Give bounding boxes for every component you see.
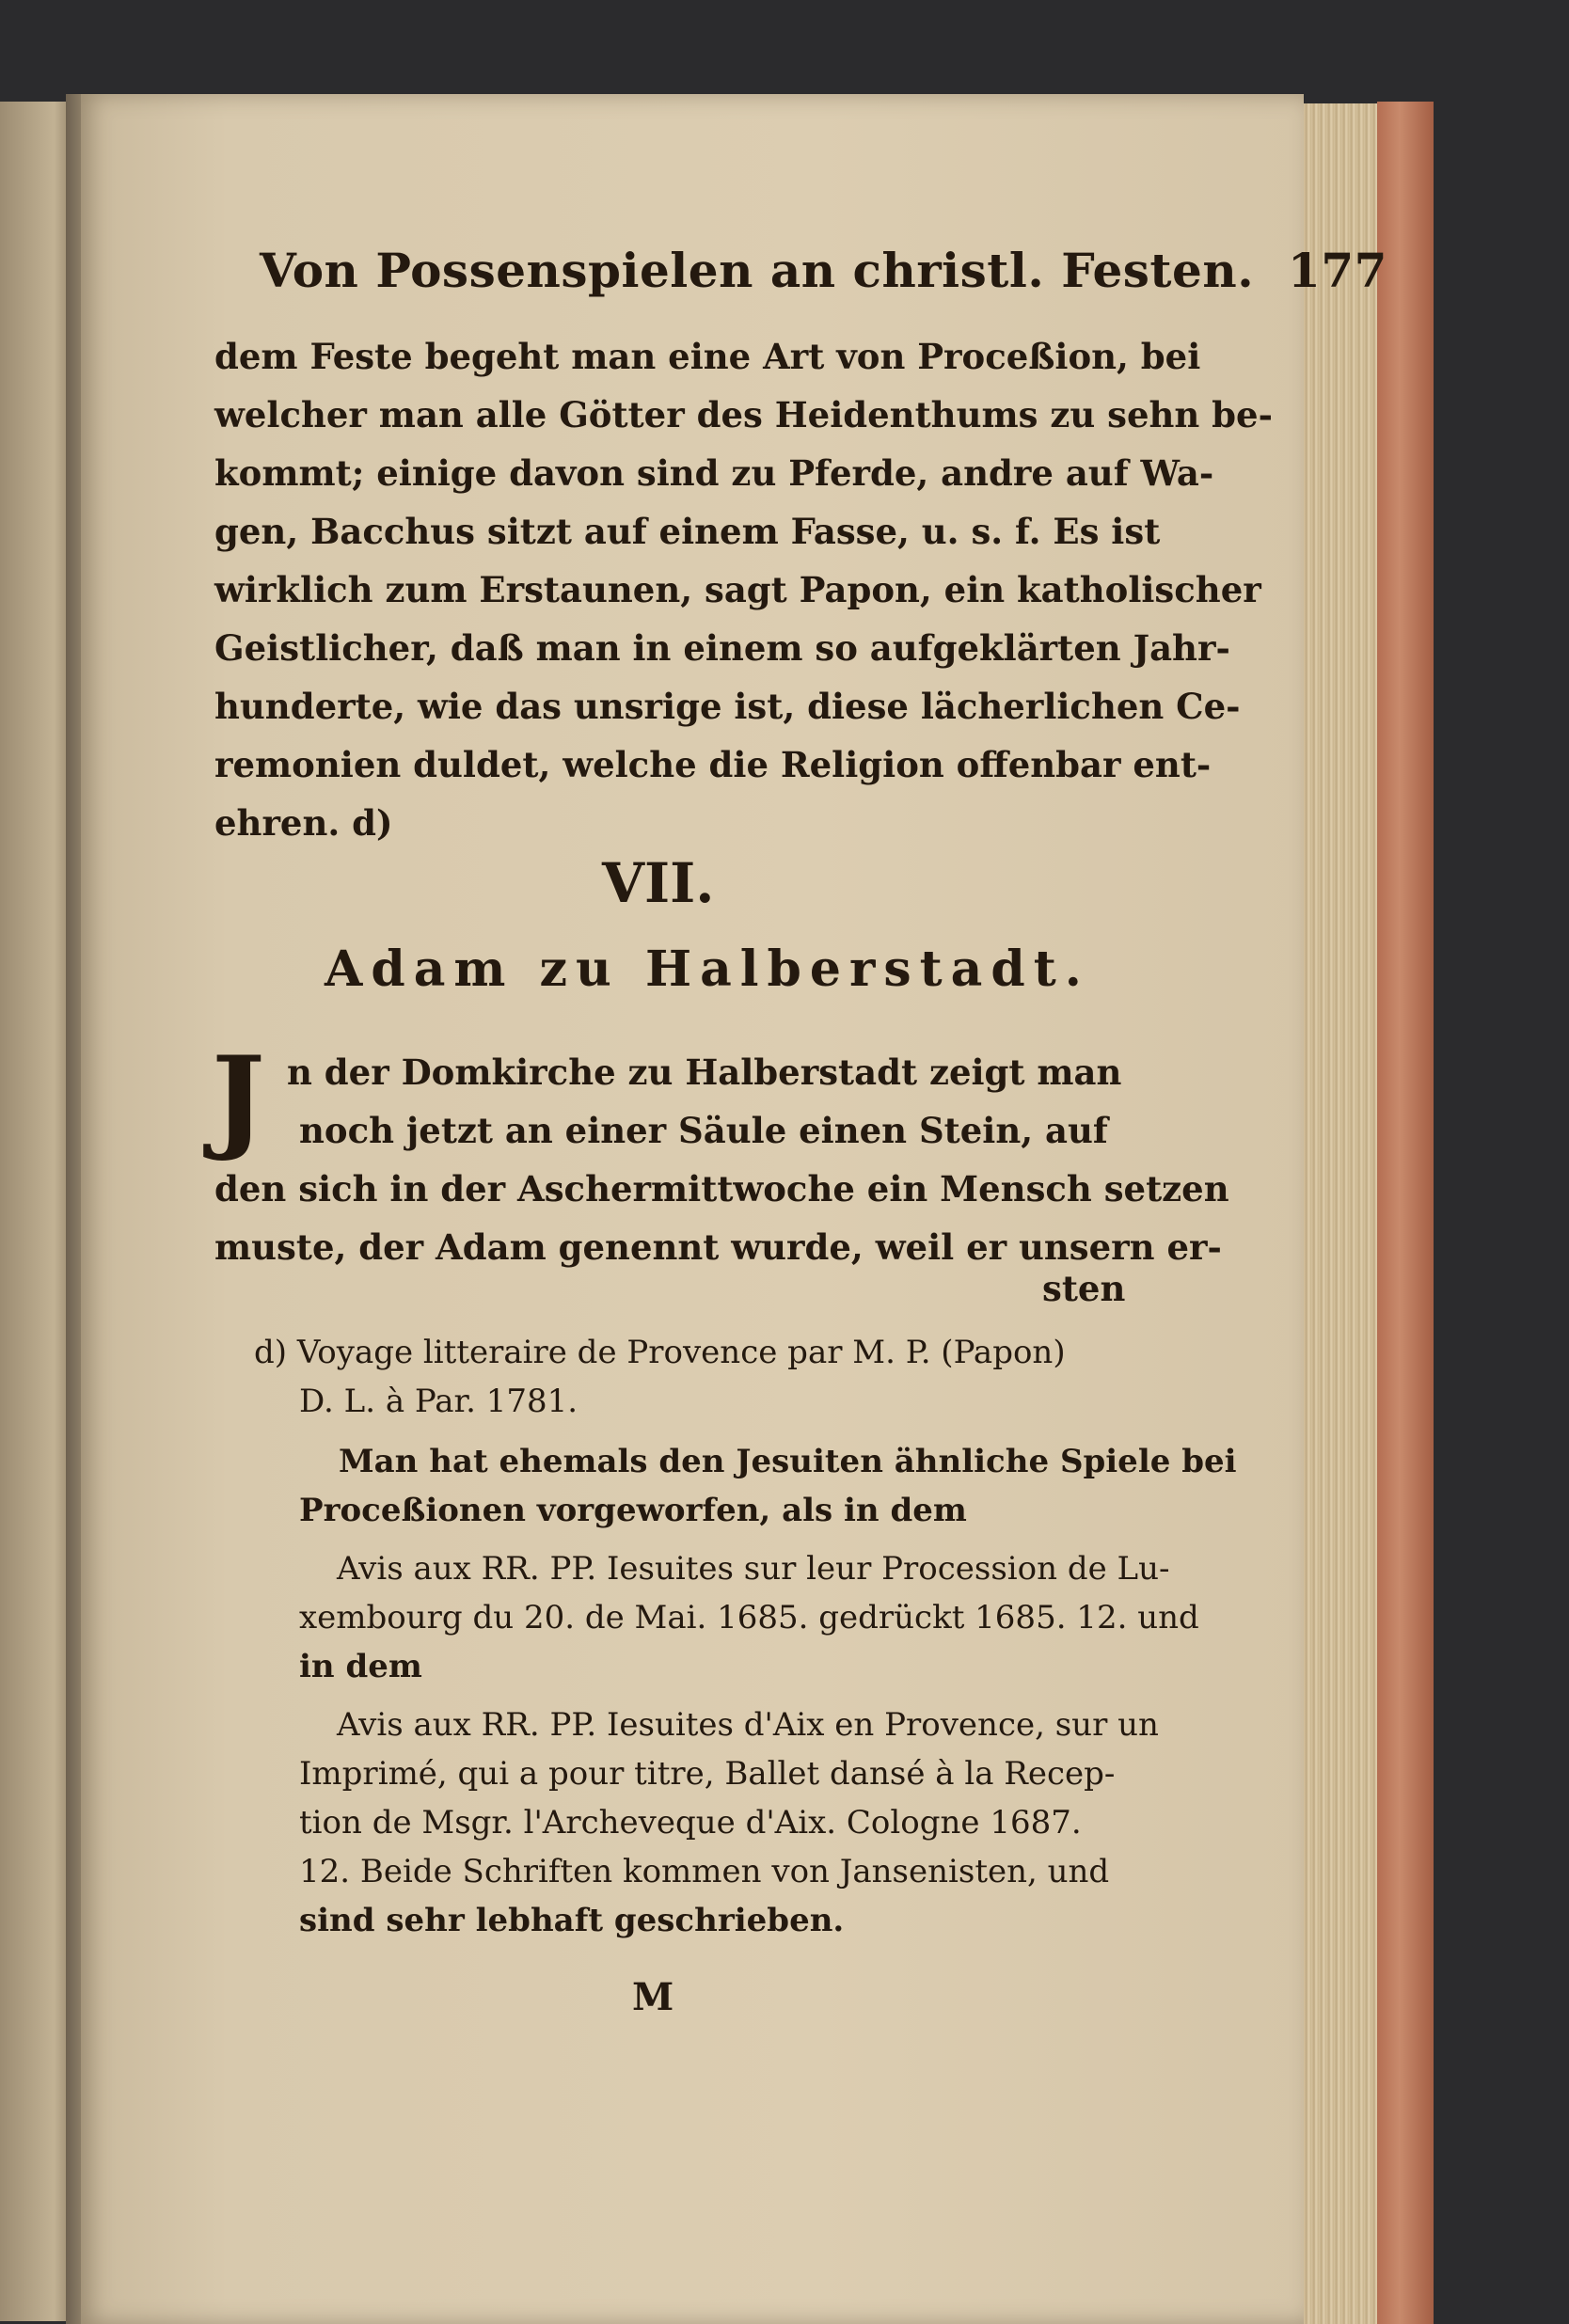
body-line: kommt; einige davon sind zu Pferde, andre auf Wa- bbox=[214, 452, 1214, 494]
body-line: muste, der Adam genennt wurde, weil er unsern er- bbox=[214, 1226, 1222, 1268]
section-number: VII. bbox=[602, 851, 715, 915]
body-line: Geistlicher, daß man in einem so aufgeklärten Jahr- bbox=[214, 627, 1230, 669]
footnote-line: in dem bbox=[299, 1648, 422, 1685]
body-line: den sich in der Aschermittwoche ein Mensch setzen bbox=[214, 1168, 1229, 1209]
footnote-line: Man hat ehemals den Jesuiten ähnliche Spiele bei bbox=[339, 1443, 1237, 1480]
body-line: remonien duldet, welche die Religion offenbar ent- bbox=[214, 744, 1212, 785]
footnote-line: D. L. à Par. 1781. bbox=[299, 1383, 578, 1420]
footnote-line: Avis aux RR. PP. Iesuites sur leur Procession de Lu- bbox=[337, 1550, 1170, 1588]
footnote-line: xembourg du 20. de Mai. 1685. gedrückt 1685. 12. und bbox=[299, 1599, 1199, 1636]
signature-mark: M bbox=[632, 1975, 674, 2019]
catchword: sten bbox=[1042, 1268, 1126, 1309]
body-line: wirklich zum Erstaunen, sagt Papon, ein katholischer bbox=[214, 569, 1261, 610]
footnote-line: Imprimé, qui a pour titre, Ballet dansé à la Recep- bbox=[299, 1755, 1116, 1793]
body-line: hunderte, wie das unsrige ist, diese lächerlichen Ce- bbox=[214, 686, 1241, 727]
body-line: welcher man alle Götter des Heidenthums zu sehn be- bbox=[214, 394, 1273, 435]
body-line: gen, Bacchus sitzt auf einem Fasse, u. s. f. Es ist bbox=[214, 511, 1161, 552]
page-number: 177 bbox=[1288, 243, 1387, 298]
footnote-line: Avis aux RR. PP. Iesuites d'Aix en Provence, sur un bbox=[337, 1706, 1159, 1744]
running-header bbox=[260, 243, 1387, 298]
footnote-line: sind sehr lebhaft geschrieben. bbox=[299, 1902, 845, 1939]
body-line: ehren. d) bbox=[214, 802, 393, 844]
page-block-edges bbox=[1304, 103, 1377, 2324]
body-line: n der Domkirche zu Halberstadt zeigt man bbox=[287, 1051, 1122, 1093]
book-cover-edge bbox=[1377, 102, 1434, 2324]
footnote-line: d) Voyage litteraire de Provence par M. P. (Papon) bbox=[254, 1334, 1066, 1371]
section-title: Adam zu Halberstadt. bbox=[325, 941, 1090, 998]
header-title: Von Possenspielen an christl. Festen. bbox=[260, 243, 1255, 298]
body-line: dem Feste begeht man eine Art von Proceßion, bei bbox=[214, 336, 1201, 377]
body-line: noch jetzt an einer Säule einen Stein, auf bbox=[299, 1110, 1108, 1151]
drop-cap: J bbox=[212, 1032, 265, 1164]
footnote-line: Proceßionen vorgeworfen, als in dem bbox=[299, 1492, 967, 1529]
footnote-line: 12. Beide Schriften kommen von Jansenisten, und bbox=[299, 1853, 1110, 1890]
footnote-line: tion de Msgr. l'Archeveque d'Aix. Cologne 1687. bbox=[299, 1804, 1082, 1842]
